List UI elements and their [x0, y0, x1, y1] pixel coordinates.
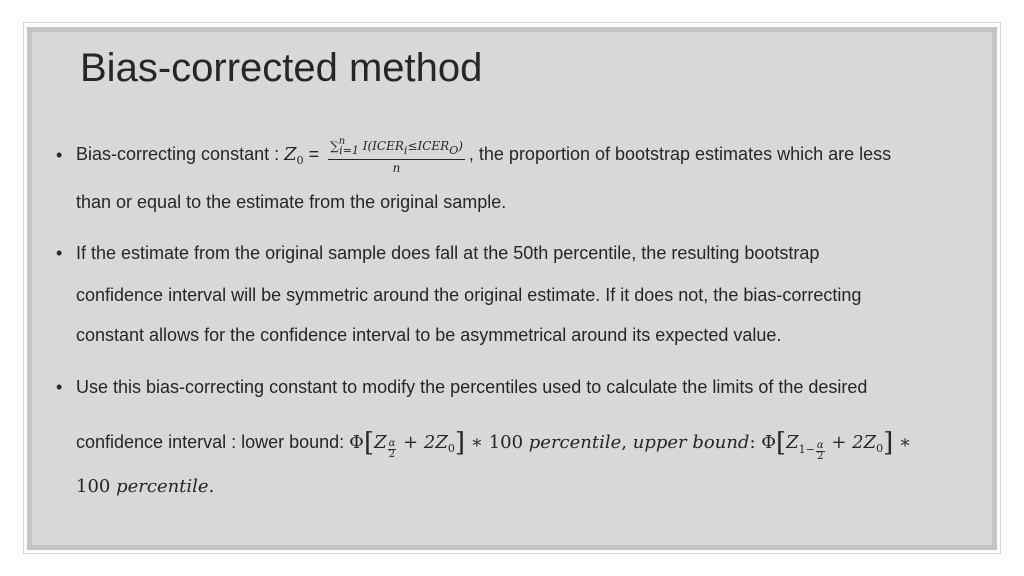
bullet-3-line-1: Use this bias-correcting constant to modify the percentiles used to calculate the limits of the desired [76, 377, 868, 397]
fraction-numerator: ∑$^n$i=1 I(ICERi≤ICERO) [328, 134, 465, 160]
bias-fraction [328, 134, 465, 176]
upper-bound-formula: $\Phi[Z_{1- \frac{\alpha}{2}}$ + $2Z_0$] ∗ [761, 428, 912, 462]
bias-constant-label: Bias-correcting constant : [76, 144, 285, 164]
bullet-2-line-2: confidence interval will be symmetric around the original estimate. If it does not, the bias-correcting [76, 285, 862, 305]
fraction-denominator: n [392, 161, 401, 176]
equals-sign: = [303, 144, 320, 164]
z0-symbol: $Z_0$ [284, 144, 304, 167]
bullet-1-line-2: than or equal to the estimate from the original sample. [76, 192, 507, 212]
bullet-dot-3: • [56, 377, 63, 397]
bullet-1-line-1 [76, 128, 891, 187]
bias-constant-description: , the proportion of bootstrap estimates which are less [468, 144, 892, 164]
bullet-dot-2: • [56, 243, 63, 263]
bullet-3-line-3: 100 percentile. [76, 476, 215, 497]
lower-bound-formula: Φ[Z $\frac{\alpha}{2}$ + $2Z_0$] ∗ 100 percentile, upper bound: [349, 428, 762, 460]
lower-bound-label: confidence interval : lower bound: [76, 432, 350, 452]
bullet-dot-1: • [56, 145, 63, 165]
bullet-2-line-3: constant allows for the confidence interval to be asymmetrical around its expected value. [76, 325, 782, 345]
slide-title: Bias-corrected method [80, 46, 483, 90]
bullet-3-line-2 [76, 425, 911, 467]
bullet-2-line-1: If the estimate from the original sample does fall at the 50th percentile, the resulting bootstrap [76, 243, 820, 263]
